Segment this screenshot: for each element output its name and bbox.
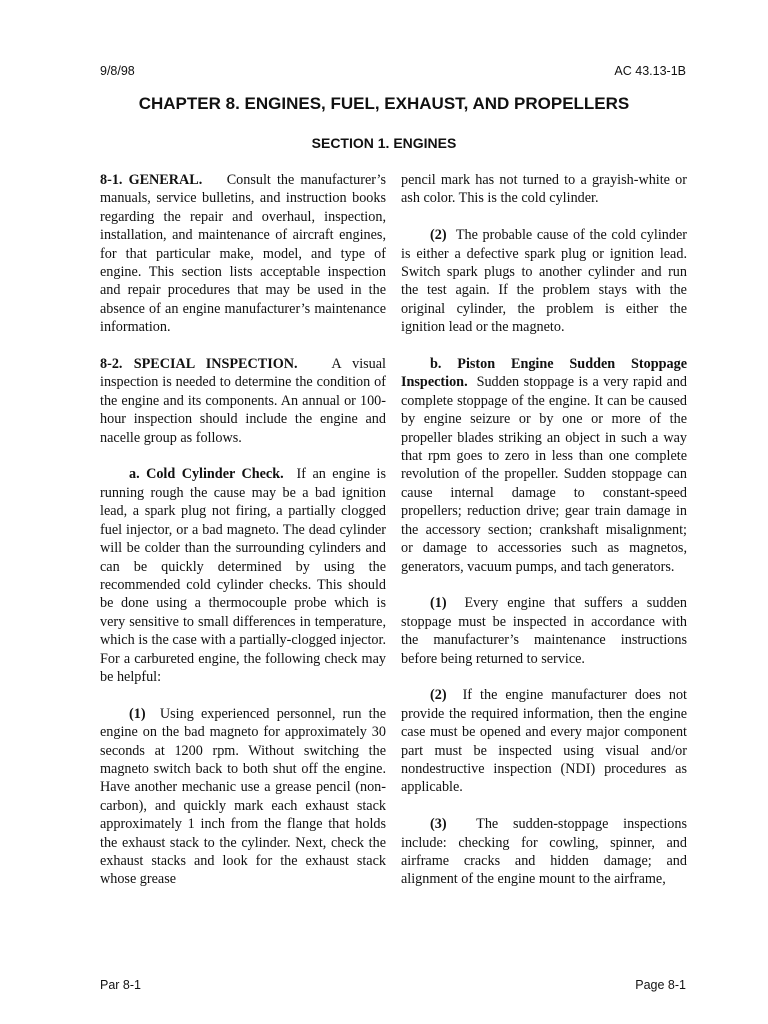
- paragraph-heading: 8-2. SPECIAL INSPECTION.: [100, 356, 298, 373]
- paragraph-b-2: [401, 686, 687, 796]
- header-date: 9/8/98: [100, 64, 135, 78]
- chapter-title: CHAPTER 8. ENGINES, FUEL, EXHAUST, AND PROPELLERS: [138, 94, 630, 113]
- paragraph-text: If an engine is running rough the cause may be a bad ignition lead, a spark plug not firing, a partially clogged fuel injector, or a bad magneto. The dead cylinder will be colder than the surrounding cylinders and can be quickly determined by using the recommended cold cylinder checks. This should be done using a thermocouple probe which is very sensitive to small differences in temperature, which is the case with a partially-clogged injector. For a carbureted engine, the following check may be helpful:: [100, 466, 386, 685]
- paragraph-heading: a. Cold Cylinder Check.: [129, 466, 284, 483]
- paragraph-b-sudden-stoppage: [401, 355, 687, 576]
- paragraph-heading: (2): [430, 687, 447, 704]
- paragraph-text: The probable cause of the cold cylinder is either a defective spark plug or ignition lead. Switch spark plugs to another cylinder and run the test again. If the problem stays with the original cylinder, the problem is either the ignition lead or the magneto.: [401, 227, 687, 336]
- paragraph-a-1: [100, 705, 386, 889]
- section-title: SECTION 1. ENGINES: [311, 135, 457, 151]
- paragraph-text: The sudden-stoppage inspections include: checking for cowling, spinner, and airframe cracks and hidden damage; and alignment of the engine mount to the airframe,: [401, 816, 688, 888]
- left-column: [100, 171, 386, 907]
- paragraph-a-1-continued: [401, 171, 687, 208]
- paragraph-text: Sudden stoppage is a very rapid and complete stoppage of the engine. It can be caused by engine seizure or by one or more of the propeller blades striking an object in such a way that rpm goes to zero in less than one complete revolution of the propeller. Sudden stoppage can cause internal damage to constant-speed propellers; reduction drive; gear train damage in the accessory section; crankshaft misalignment; or damage to accessories such as magnetos, generators, vacuum pumps, and tach generators.: [401, 374, 688, 575]
- paragraph-heading: (3): [430, 816, 447, 833]
- footer-page-number: Page 8-1: [635, 978, 686, 992]
- paragraph-text: Consult the manufacturer’s manuals, service bulletins, and instruction books regarding the repair and overhaul, inspection, installation, and maintenance of aircraft engines, for that particular make, model, and type of engine. This section lists acceptable inspection and repair procedures that may be used in the absence of an engine manufacturer’s maintenance information.: [100, 172, 387, 336]
- paragraph-text: Every engine that suffers a sudden stoppage must be inspected in accordance with the manufacturer’s maintenance instructions before being returned to service.: [401, 595, 688, 667]
- paragraph-heading: (2): [430, 227, 447, 244]
- right-column: [401, 171, 687, 907]
- footer-paragraph-ref: Par 8-1: [100, 978, 141, 992]
- paragraph-heading: 8-1. GENERAL.: [100, 172, 203, 188]
- paragraph-text: If the engine manufacturer does not provide the required information, then the engine case must be opened and every major component part must be inspected using visual and/or nondestructive inspection (NDI) procedures as applicable.: [401, 687, 687, 796]
- paragraph-text: Using experienced personnel, run the engine on the bad magneto for approximately 30 seconds at 1200 rpm. Without switching the magneto switch back to both shut off the engine. Have another mechanic use a grease pencil (non-carbon), and quickly mark each exhaust stack approximately 1 inch from the flange that holds the exhaust stack to the cylinder. Next, check the exhaust stacks and look for the exhaust stack whose grease: [100, 705, 386, 888]
- paragraph-heading: (1): [129, 705, 146, 722]
- paragraph-text: pencil mark has not turned to a grayish-white or ash color. This is the cold cylinder.: [401, 172, 687, 207]
- paragraph-heading: (1): [430, 595, 447, 612]
- paragraph-b-1: [401, 594, 687, 668]
- paragraph-8-2-special-inspection: [100, 355, 386, 447]
- paragraph-8-1-general: [100, 171, 386, 337]
- paragraph-a-2: [401, 226, 687, 336]
- paragraph-a-cold-cylinder-check: [100, 465, 386, 686]
- paragraph-b-3: [401, 815, 687, 889]
- paragraph-heading: b. Piston Engine Sudden Stoppage Inspection.: [401, 356, 687, 391]
- header-document-id: AC 43.13-1B: [614, 64, 686, 78]
- paragraph-text: A visual inspection is needed to determine the condition of the engine and its components. An annual or 100-hour inspection should include the engine and nacelle group as follows.: [100, 356, 386, 446]
